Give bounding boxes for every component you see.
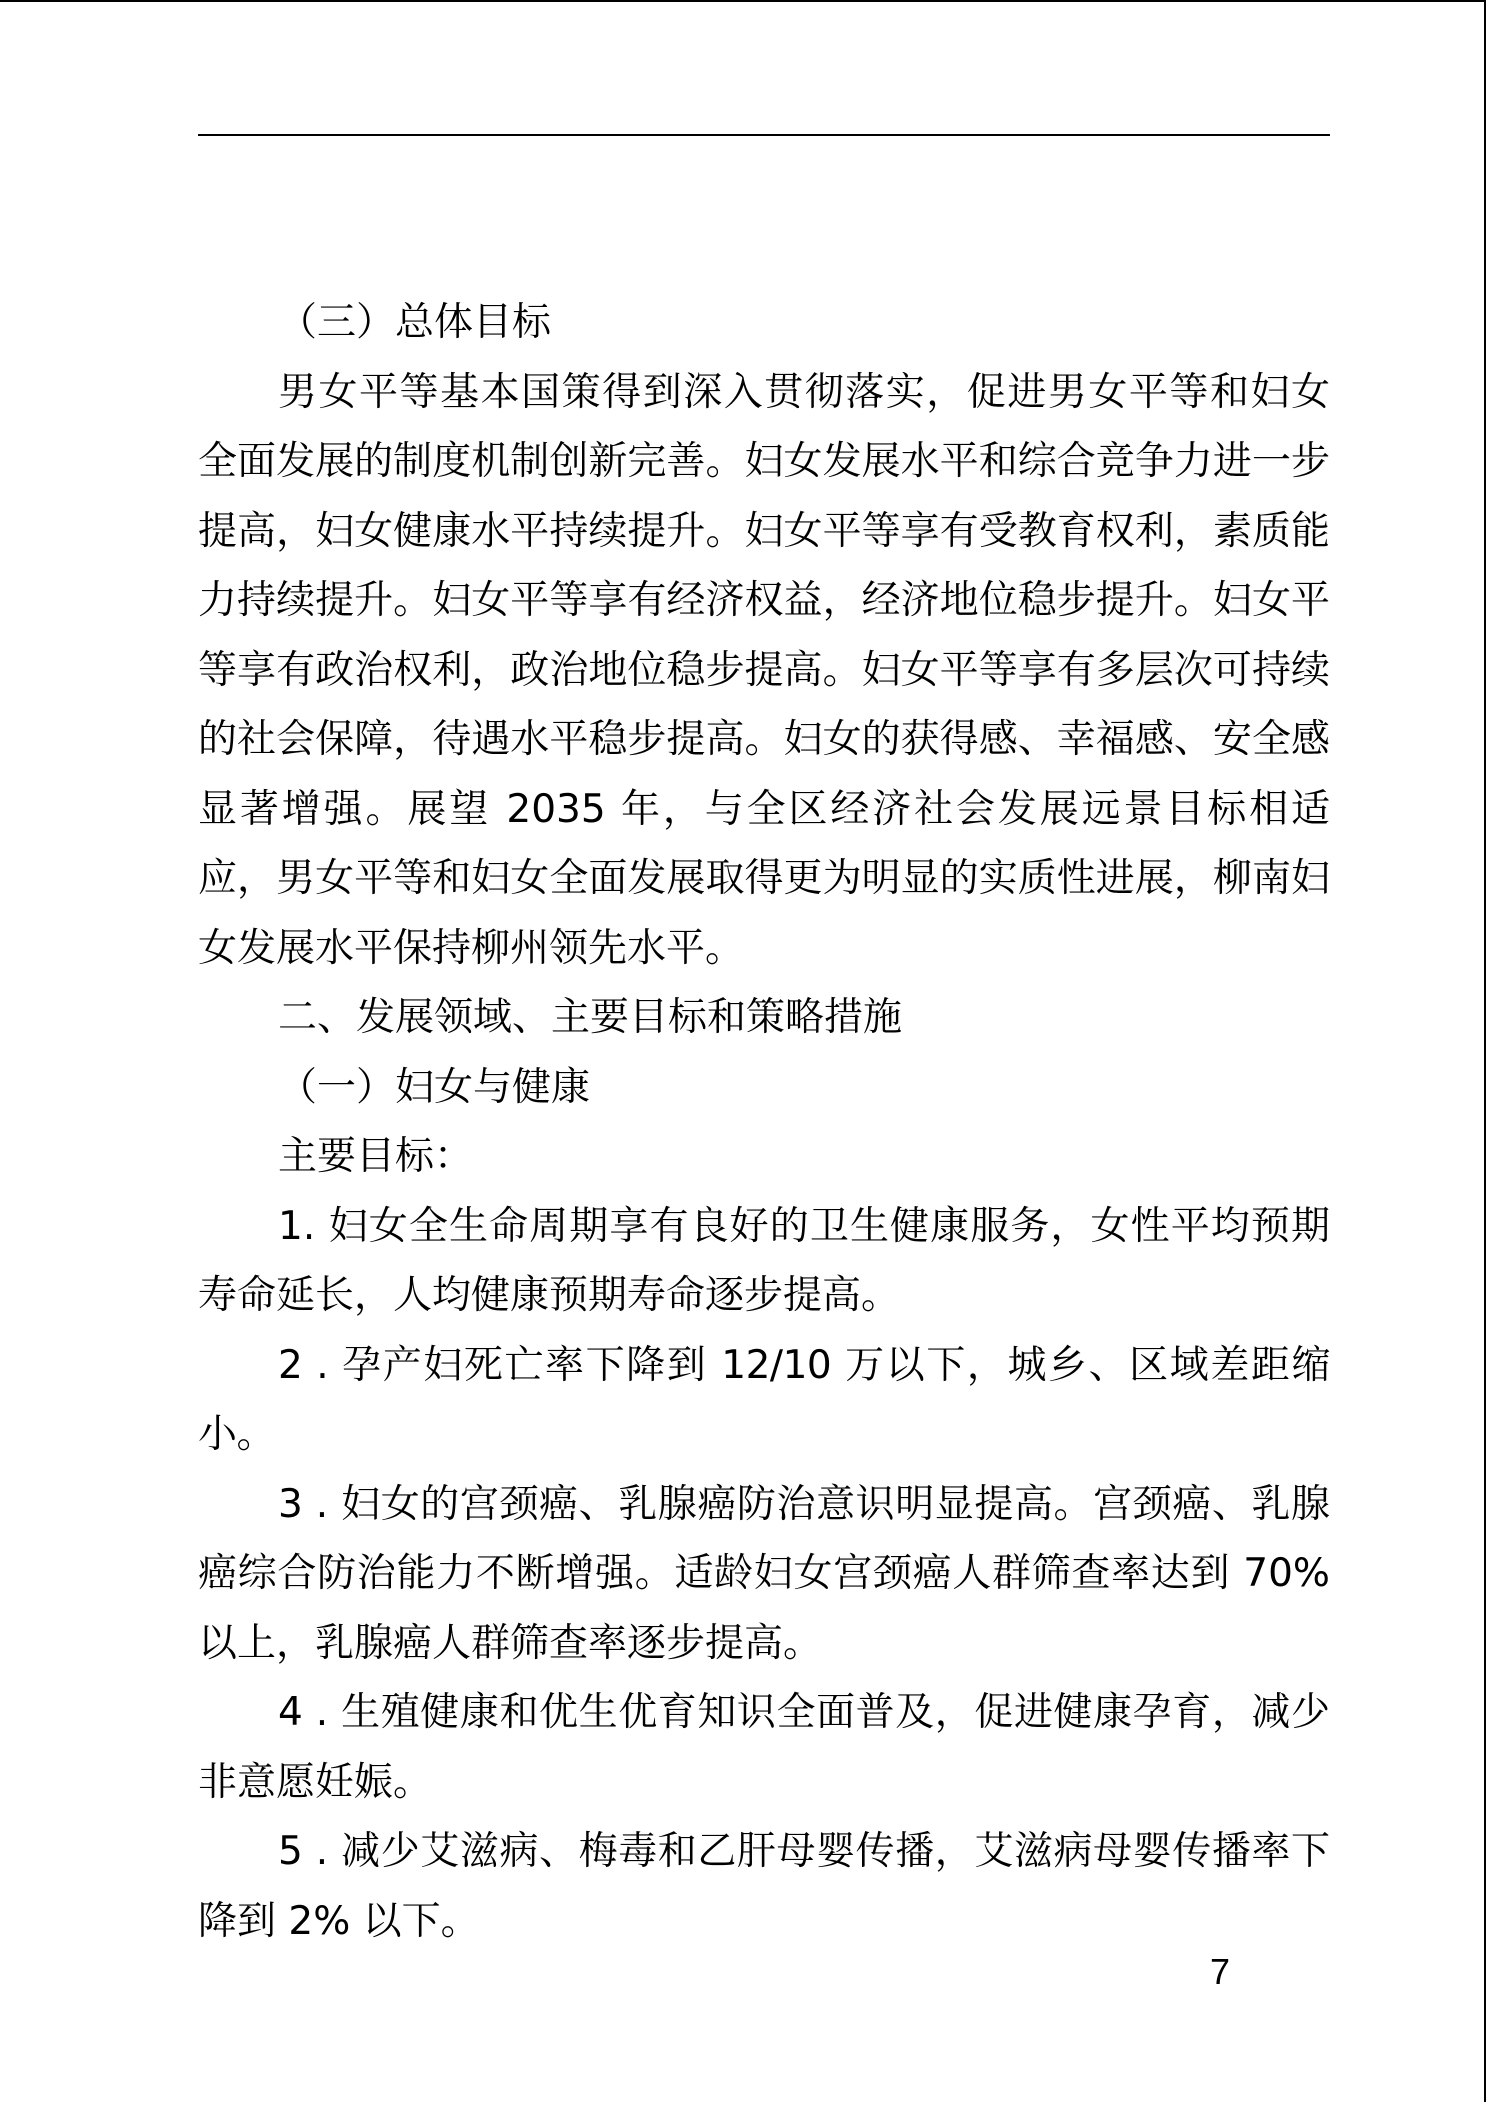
goal-item-5: 5 . 减少艾滋病、梅毒和乙肝母婴传播，艾滋病母婴传播率下降到 2% 以下。 xyxy=(198,1829,1330,1944)
page-number: 7 xyxy=(1209,1951,1231,1992)
subsection-heading-women-health: （一）妇女与健康 xyxy=(278,1064,591,1110)
section-heading-development-areas: 二、发展领域、主要目标和策略措施 xyxy=(278,995,903,1040)
goal-item-2: 2 . 孕产妇死亡率下降到 12/10 万以下，城乡、区域差距缩小。 xyxy=(198,1342,1330,1457)
goal-item-1: 1. 妇女全生命周期享有良好的卫生健康服务，女性平均预期寿命延长，人均健康预期寿命逐步提高。 xyxy=(198,1203,1330,1318)
header-rule xyxy=(198,134,1330,136)
section-heading-overall-goals: （三）总体目标 xyxy=(278,300,552,345)
goal-item-3: 3 . 妇女的宫颈癌、乳腺癌防治意识明显提高。宫颈癌、乳腺癌综合防治能力不断增强。适龄妇女宫颈癌人群筛查率达到 70% 以上，乳腺癌人群筛查率逐步提高。 xyxy=(198,1481,1330,1666)
paragraph-overall-goals: 男女平等基本国策得到深入贯彻落实，促进男女平等和妇女全面发展的制度机制创新完善。妇女发展水平和综合竞争力进一步提高，妇女健康水平持续提升。妇女平等享有受教育权利，素质能力持续提升。妇女平等享有经济权益，经济地位稳步提升。妇女平等享有政治权利，政治地位稳步提高。妇女平等享有多层次可持续的社会保障，待遇水平稳步提高。妇女的获得感、幸福感、安全感显著增强。展望 2035 年，与全区经济社会发展远景目标相适应，男女平等和妇女全面发展取得更为明显的实质性进展，柳南妇女发展水平保持柳州领先水平。 xyxy=(198,369,1330,971)
main-goals-label: 主要目标： xyxy=(278,1134,474,1179)
body-text xyxy=(198,288,1330,1956)
goal-item-4: 4 . 生殖健康和优生优育知识全面普及，促进健康孕育，减少非意愿妊娠。 xyxy=(198,1690,1330,1805)
